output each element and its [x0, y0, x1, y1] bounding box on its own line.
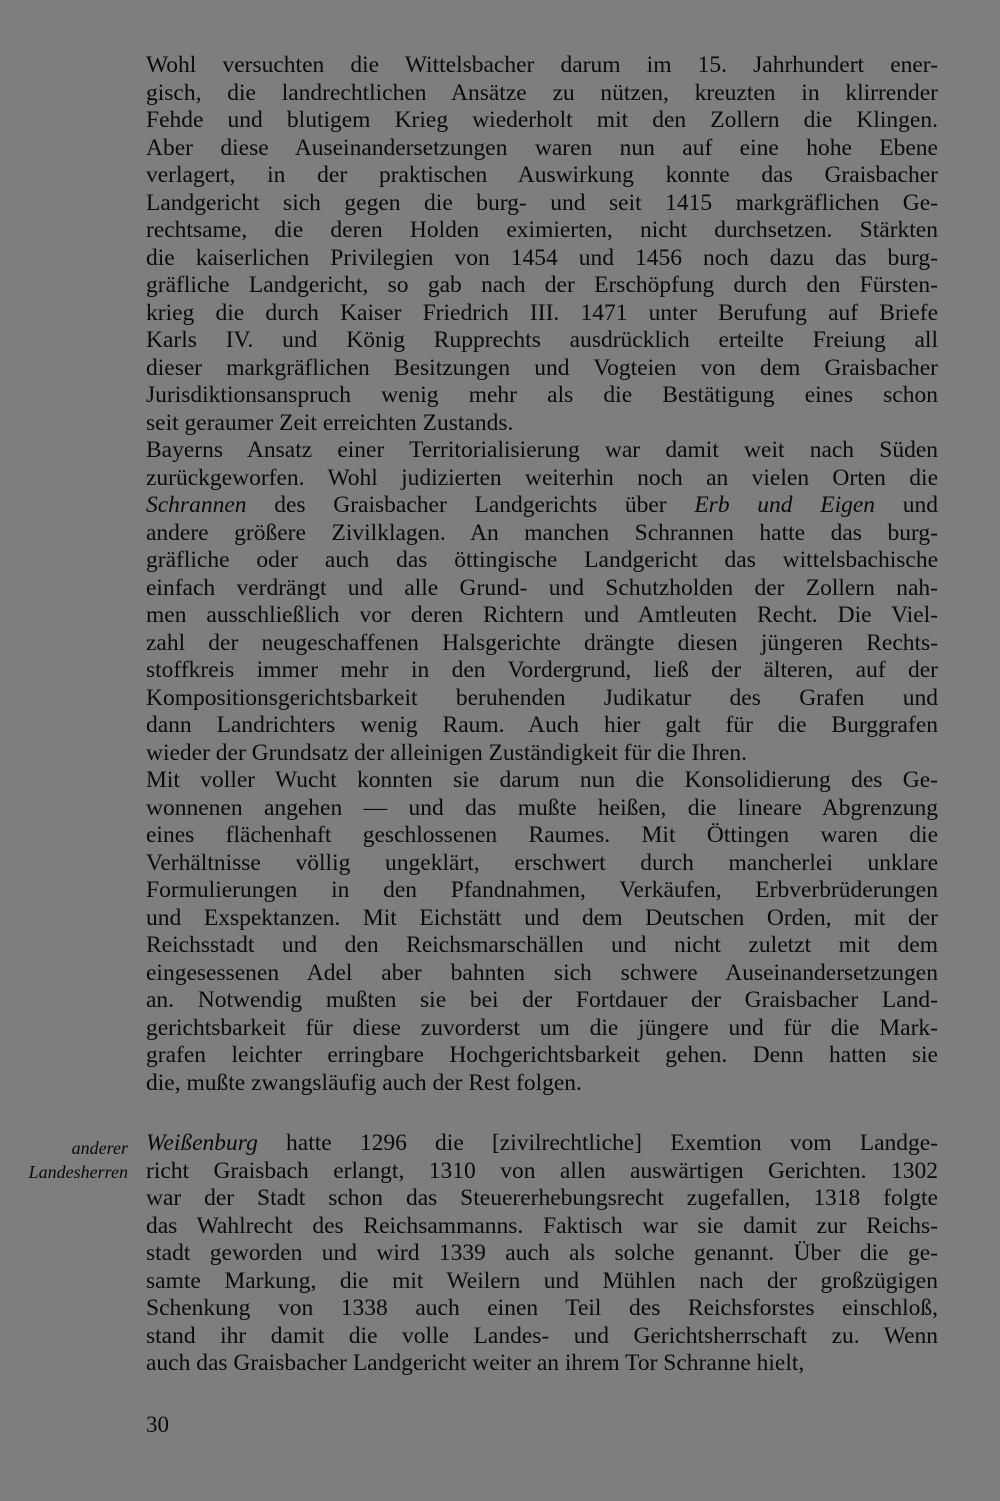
text-line: war der Stadt schon das Steuererhebungsrecht zugefallen, 1318 folgte	[146, 1185, 938, 1211]
text-line: dieser markgräflichen Besitzungen und Vogteien von dem Graisbacher	[146, 354, 938, 381]
text-line: auch das Graisbacher Landgericht weiter an ihrem Tor Schranne hielt,	[146, 1350, 805, 1376]
text-line: Jurisdiktionsanspruch wenig mehr als die Bestätigung eines schon	[146, 382, 938, 408]
text-line: Schenkung von 1338 auch einen Teil des Reichsforstes einschloß,	[146, 1295, 938, 1321]
text-line: andere größere Zivilklagen. An manchen Schrannen hatte das burg-	[146, 519, 938, 546]
text-line: die kaiserlichen Privilegien von 1454 und 1456 noch dazu das burg-	[146, 244, 938, 271]
text-line: Reichsstadt und den Reichsmarschällen und nicht zuletzt mit dem	[146, 932, 938, 958]
text-line: Aber diese Auseinandersetzungen waren nun auf eine hohe Ebene	[146, 134, 938, 161]
margin-note-line: anderer	[71, 1138, 128, 1158]
page-number: 30	[146, 1412, 169, 1437]
text-line: gräfliche Landgericht, so gab nach der Erschöpfung durch den Fürsten-	[146, 272, 938, 298]
text-line: wonnenen angehen — und das mußte heißen, die lineare Abgrenzung	[146, 794, 938, 821]
text-line: stand ihr damit die volle Landes- und Gerichtsherrschaft zu. Wenn	[146, 1322, 938, 1349]
text-line: Formulierungen in den Pfandnahmen, Verkäufen, Erbverbrüderungen	[146, 877, 938, 903]
italic-term: Weißenburg	[146, 1130, 258, 1156]
text-run: und	[875, 492, 938, 518]
margin-note	[29, 1136, 128, 1184]
text-line: samte Markung, die mit Weilern und Mühlen nach der großzügigen	[146, 1267, 938, 1294]
text-line: zurückgeworfen. Wohl judizierten weiterhin noch an vielen Orten die	[146, 464, 938, 491]
text-line: seit geraumer Zeit erreichten Zustands.	[146, 409, 514, 436]
text-line: Bayerns Ansatz einer Territorialisierung war damit weit nach Süden	[146, 437, 938, 463]
text-line: Fehde und blutigem Krieg wiederholt mit den Zollern die Klingen.	[146, 107, 938, 133]
text-line	[146, 1130, 938, 1158]
text-line: Landgericht sich gegen die burg- und seit 1415 markgräflichen Ge-	[146, 189, 938, 216]
section-text-block	[146, 1130, 938, 1378]
text-line: das Wahlrecht des Reichsammanns. Faktisch war sie damit zur Reichs-	[146, 1212, 938, 1239]
italic-term: Schrannen	[146, 492, 247, 518]
text-line: richt Graisbach erlangt, 1310 von allen auswärtigen Gerichten. 1302	[146, 1157, 938, 1184]
text-line: zahl der neugeschaffenen Halsgerichte drängte diesen jüngeren Rechts-	[146, 629, 938, 656]
text-line: eingesessenen Adel aber bahnten sich schwere Auseinandersetzungen	[146, 959, 938, 986]
text-line: eines flächenhaft geschlossenen Raumes. Mit Öttingen waren die	[146, 822, 938, 848]
text-run: hatte 1296 die [zivilrechtliche] Exemtion vom Landge-	[257, 1130, 938, 1156]
text-line: stadt geworden und wird 1339 auch als solche genannt. Über die ge-	[146, 1240, 938, 1266]
text-line: krieg die durch Kaiser Friedrich III. 1471 unter Berufung auf Briefe	[146, 299, 938, 326]
text-line: Kompositionsgerichtsbarkeit beruhenden Judikatur des Grafen und	[146, 684, 938, 711]
text-line: gisch, die landrechtlichen Ansätze zu nützen, kreuzten in klirrender	[146, 79, 938, 106]
text-line: die, mußte zwangsläufig auch der Rest folgen.	[146, 1069, 582, 1096]
text-line: rechtsame, die deren Holden eximierten, nicht durchsetzen. Stärkten	[146, 217, 938, 243]
text-line: Wohl versuchten die Wittelsbacher darum im 15. Jahrhundert ener-	[146, 52, 938, 78]
text-line: stoffkreis immer mehr in den Vordergrund, ließ der älteren, auf der	[146, 657, 938, 683]
italic-term: Erb und Eigen	[694, 492, 876, 518]
text-line: wieder der Grundsatz der alleinigen Zuständigkeit für die Ihren.	[146, 739, 747, 766]
text-line: und Exspektanzen. Mit Eichstätt und dem Deutschen Orden, mit der	[146, 904, 938, 931]
text-line: an. Notwendig mußten sie bei der Fortdauer der Graisbacher Land-	[146, 987, 938, 1013]
text-line: men ausschließlich vor deren Richtern und Amtleuten Recht. Die Viel-	[146, 602, 938, 628]
text-line: Mit voller Wucht konnten sie darum nun die Konsolidierung des Ge-	[146, 767, 938, 793]
main-text-block	[146, 52, 938, 1097]
text-line: verlagert, in der praktischen Auswirkung konnte das Graisbacher	[146, 162, 938, 188]
text-line: Karls IV. und König Rupprechts ausdrücklich erteilte Freiung all	[146, 327, 938, 353]
text-line: Verhältnisse völlig ungeklärt, erschwert durch mancherlei unklare	[146, 849, 938, 876]
text-line: gerichtsbarkeit für diese zuvorderst um die jüngere und für die Mark-	[146, 1014, 938, 1041]
text-line: dann Landrichters wenig Raum. Auch hier galt für die Burggrafen	[146, 712, 938, 738]
text-line: einfach verdrängt und alle Grund- und Schutzholden der Zollern nah-	[146, 574, 938, 601]
text-line	[146, 492, 938, 520]
text-run: des Graisbacher Landgerichts über	[246, 492, 695, 518]
text-line: grafen leichter erringbare Hochgerichtsbarkeit gehen. Denn hatten sie	[146, 1042, 938, 1068]
margin-note-line: Landesherren	[28, 1162, 128, 1182]
text-line: gräfliche oder auch das öttingische Landgericht das wittelsbachische	[146, 547, 938, 573]
